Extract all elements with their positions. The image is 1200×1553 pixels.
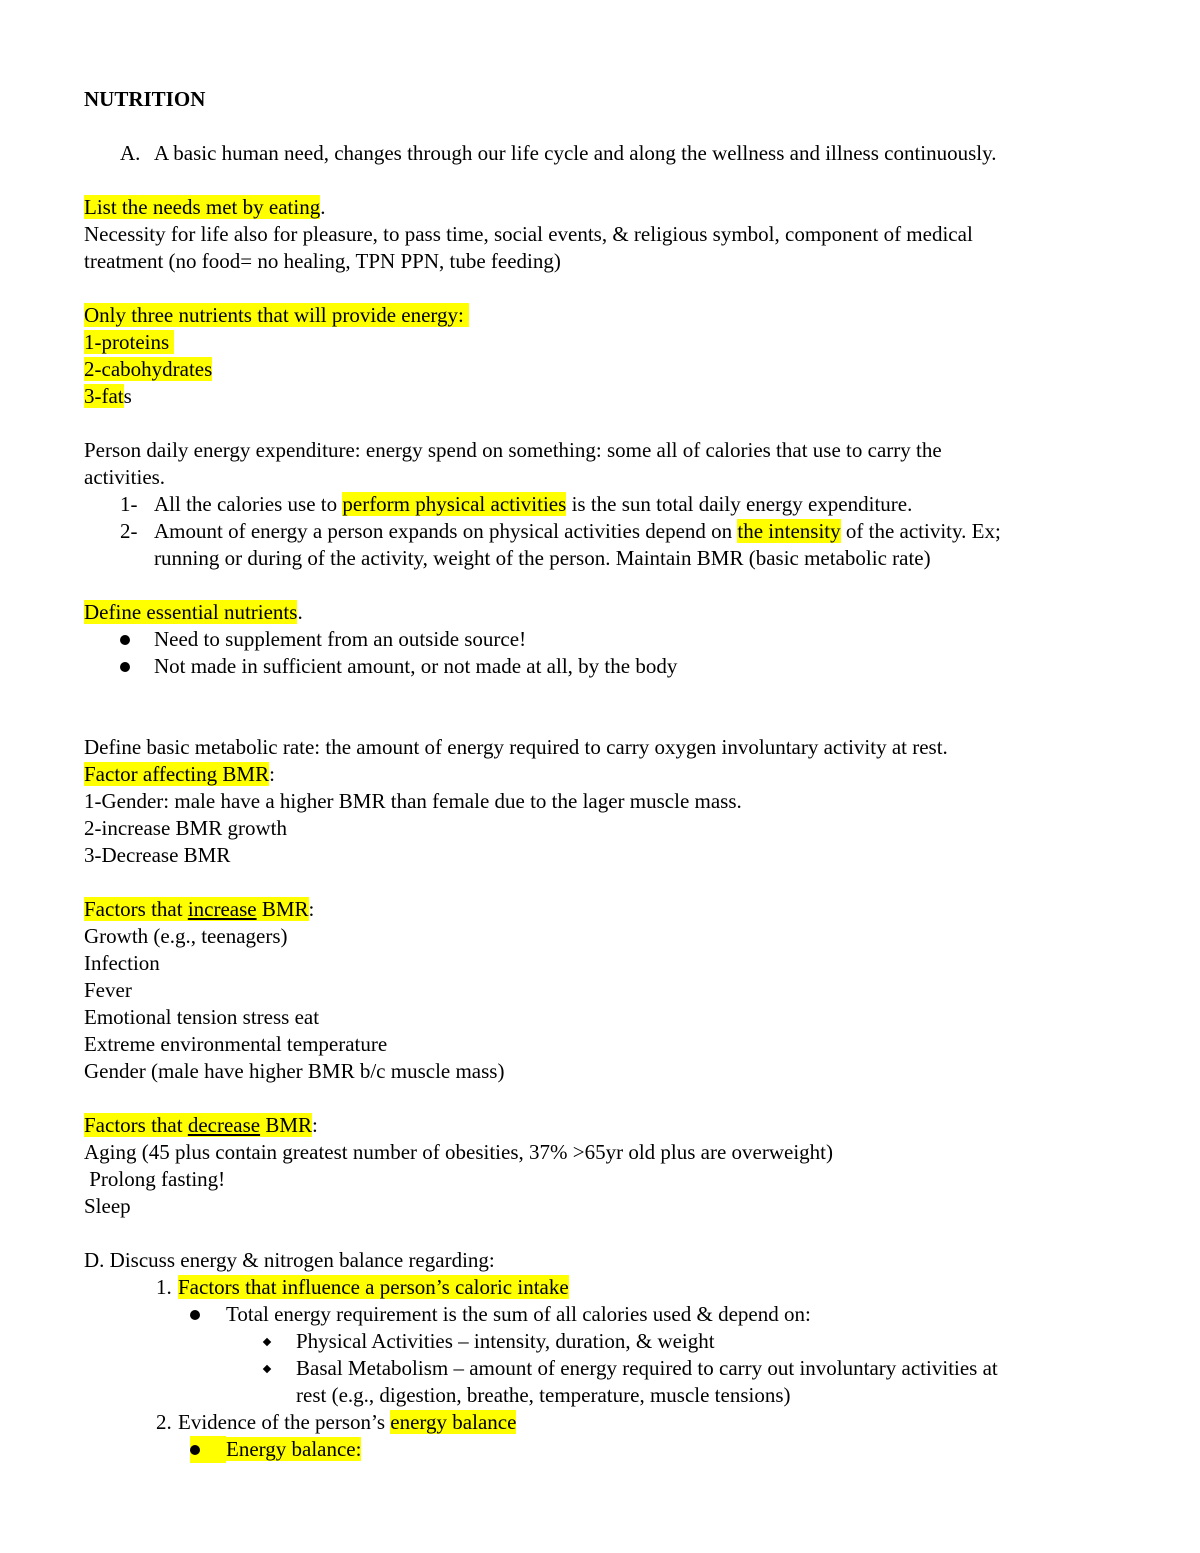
essential-heading-line: Define essential nutrients.	[84, 600, 303, 624]
increase-item: Emotional tension stress eat	[84, 1005, 320, 1029]
energy-nutrient-item: 3-fats	[84, 384, 132, 408]
section-d-heading: D. Discuss energy & nitrogen balance regarding:	[84, 1248, 495, 1272]
needs-heading-line: List the needs met by eating.	[84, 195, 326, 219]
section-d-item-2-bullet: Energy balance:	[84, 1436, 1124, 1463]
expenditure-item-2: 2- Amount of energy a person expands on physical activities depend on the intensity of the activity. Ex;	[120, 519, 1001, 543]
essential-bullet: Not made in sufficient amount, or not made at all, by the body	[84, 653, 1124, 680]
decrease-heading-line: Factors that decrease BMR:	[84, 1113, 318, 1137]
expenditure-line-2: activities.	[84, 465, 166, 489]
section-d-sub-item: Basal Metabolism – amount of energy required to carry out involuntary activities at	[84, 1355, 1124, 1382]
document-content	[84, 86, 1124, 1463]
bullet-icon	[120, 662, 130, 672]
decrease-item: Prolong fasting!	[84, 1167, 226, 1191]
section-d-sub-item-cont: rest (e.g., digestion, breathe, temperature, muscle tensions)	[296, 1383, 791, 1407]
section-d-item-1: 1. Factors that influence a person’s caloric intake	[156, 1275, 569, 1299]
section-a-text: A basic human need, changes through our life cycle and along the wellness and illness continuously.	[154, 141, 997, 165]
bmr-factor-heading: Factor affecting BMR	[84, 762, 270, 786]
increase-item: Gender (male have higher BMR b/c muscle mass)	[84, 1059, 505, 1083]
section-a-item	[84, 140, 1124, 167]
bullet-icon	[190, 1445, 200, 1455]
increase-item: Extreme environmental temperature	[84, 1032, 388, 1056]
section-d-item-2: 2. Evidence of the person’s energy balance	[156, 1410, 517, 1434]
expenditure-item-2-cont: running or during of the activity, weight of the person. Maintain BMR (basic metabolic rate)	[154, 546, 931, 570]
energy-nutrient-item: 1-proteins	[84, 329, 1124, 356]
essential-bullet: Need to supplement from an outside source!	[84, 626, 1124, 653]
bmr-factor-item: 2-increase BMR growth	[84, 816, 287, 840]
energy-nutrient-item: 2-cabohydrates	[84, 357, 213, 381]
energy-nutrients-heading-line	[84, 302, 1124, 329]
increase-item: Growth (e.g., teenagers)	[84, 924, 288, 948]
needs-line-2: treatment (no food= no healing, TPN PPN, tube feeding)	[84, 249, 561, 273]
increase-item: Infection	[84, 951, 160, 975]
decrease-item: Aging (45 plus contain greatest number of obesities, 37% >65yr old plus are overweight)	[84, 1140, 834, 1164]
bmr-factor-heading-line: Factor affecting BMR:	[84, 762, 275, 786]
bmr-definition: Define basic metabolic rate: the amount of energy required to carry oxygen involuntary activity at rest.	[84, 735, 948, 759]
expenditure-line-1: Person daily energy expenditure: energy spend on something: some all of calories that use to carry the	[84, 438, 942, 462]
increase-heading-line: Factors that increase BMR:	[84, 897, 315, 921]
diamond-bullet-icon	[263, 1338, 271, 1346]
essential-heading: Define essential nutrients	[84, 600, 298, 624]
diamond-bullet-icon	[263, 1365, 271, 1373]
needs-heading: List the needs met by eating	[84, 195, 321, 219]
needs-line-1: Necessity for life also for pleasure, to pass time, social events, & religious symbol, component of medical	[84, 222, 973, 246]
expenditure-item-1: 1- All the calories use to perform physical activities is the sun total daily energy expenditure.	[120, 492, 913, 516]
section-d-sub-item: Physical Activities – intensity, duration, & weight	[84, 1328, 1124, 1355]
decrease-heading: Factors that decrease BMR	[84, 1113, 313, 1137]
document-title: NUTRITION	[84, 87, 206, 111]
bmr-factor-item: 3-Decrease BMR	[84, 843, 231, 867]
increase-heading: Factors that increase BMR	[84, 897, 309, 921]
bmr-factor-item: 1-Gender: male have a higher BMR than female due to the lager muscle mass.	[84, 789, 742, 813]
bullet-icon	[190, 1310, 200, 1320]
energy-nutrients-heading: Only three nutrients that will provide energy:	[84, 303, 464, 327]
increase-item: Fever	[84, 978, 132, 1002]
bullet-icon	[120, 635, 130, 645]
section-d-item-1-bullet: Total energy requirement is the sum of all calories used & depend on:	[84, 1301, 1124, 1328]
section-a-marker: A.	[120, 141, 141, 165]
decrease-item: Sleep	[84, 1194, 131, 1218]
